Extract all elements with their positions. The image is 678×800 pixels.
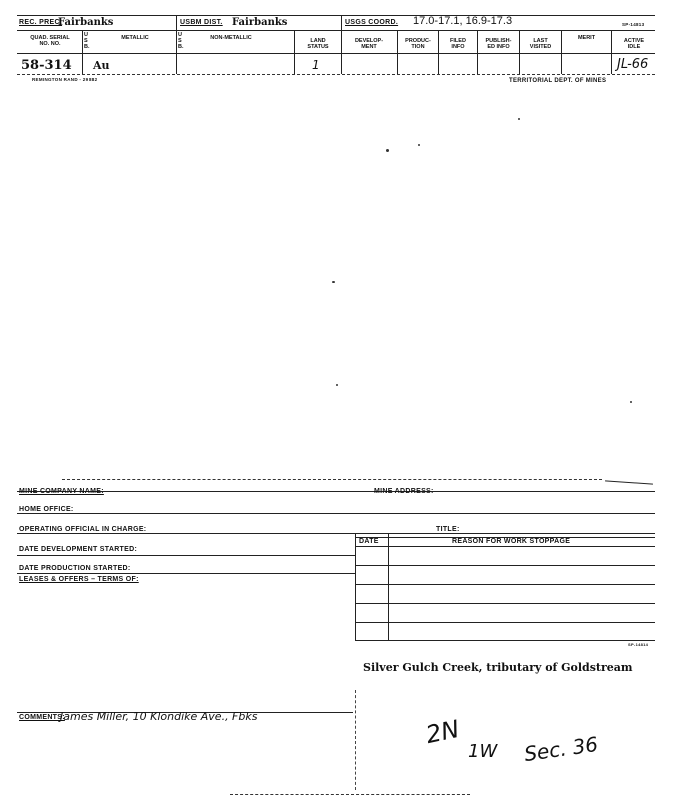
- section-note: Sec. 36: [522, 731, 600, 767]
- printer-code: 882: [89, 77, 98, 82]
- col-land-status: LAND STATUS: [307, 38, 329, 50]
- form-number-bottom: SP-14814: [628, 642, 649, 647]
- mine-address-label: MINE ADDRESS:: [374, 488, 434, 495]
- form-number-top: SP-14813: [622, 22, 645, 27]
- comments-value: James Miller, 10 Klondike Ave., Fbks: [60, 710, 258, 723]
- operating-official-label: OPERATING OFFICIAL IN CHARGE:: [19, 526, 147, 533]
- scan-speck: [518, 118, 520, 120]
- production-started-label: DATE PRODUCTION STARTED:: [19, 565, 131, 572]
- title-label: TITLE:: [436, 526, 460, 533]
- scan-speck: [630, 401, 632, 403]
- col-production: PRODUC- TION: [405, 38, 431, 50]
- usgs-coord-value: 17.0-17.1, 16.9-17.3: [413, 15, 513, 27]
- usbm-dist-value: Fairbanks: [232, 17, 288, 28]
- col-merit: MERIT: [577, 35, 596, 41]
- col-last-visited: LAST VISITED: [529, 38, 552, 50]
- col-usb-right: U S B.: [178, 32, 184, 50]
- col-quad-serial: QUAD. SERIAL NO. NO.: [30, 35, 70, 47]
- reason-column-header: REASON FOR WORK STOPPAGE: [452, 538, 571, 545]
- rec-prec-label: REC. PREC.: [19, 19, 63, 26]
- township-note: 2N: [423, 714, 462, 750]
- record-quad-serial: 58-314: [21, 58, 72, 73]
- scan-speck: [386, 149, 389, 152]
- col-usb-left: U S B.: [84, 32, 90, 50]
- col-filed-info: FILED INFO: [450, 38, 466, 50]
- col-metallic: METALLIC: [121, 35, 149, 41]
- development-started-label: DATE DEVELOPMENT STARTED:: [19, 546, 138, 553]
- col-non-metallic: NON-METALLIC: [210, 35, 252, 41]
- comments-label: COMMENTS:: [19, 714, 65, 721]
- date-column-header: DATE: [359, 538, 379, 545]
- mine-company-label: MINE COMPANY NAME:: [19, 488, 104, 495]
- usgs-coord-label: USGS COORD.: [345, 19, 399, 26]
- scan-speck: [418, 144, 420, 146]
- location-note: Silver Gulch Creek, tributary of Goldstream: [363, 661, 633, 674]
- range-note: 1W: [468, 741, 498, 762]
- leases-label: LEASES & OFFERS – TERMS OF:: [19, 576, 139, 583]
- usbm-dist-label: USBM DIST.: [180, 19, 223, 26]
- col-published-info: PUBLISH- ED INFO: [485, 38, 512, 50]
- col-active-idle: ACTIVE IDLE: [623, 38, 645, 50]
- record-land-status: 1: [312, 58, 320, 72]
- printer-mark: REMINGTON RAND - 29: [32, 77, 89, 82]
- record-active-idle: JL-66: [617, 57, 649, 72]
- rec-prec-value: Fairbanks: [58, 17, 114, 28]
- agency-name: TERRITORIAL DEPT. OF MINES: [509, 78, 607, 84]
- home-office-label: HOME OFFICE:: [19, 506, 74, 513]
- col-development: DEVELOP- MENT: [354, 38, 384, 50]
- scan-speck: [336, 384, 338, 386]
- scan-speck: [332, 281, 335, 283]
- record-metallic: Au: [93, 59, 110, 72]
